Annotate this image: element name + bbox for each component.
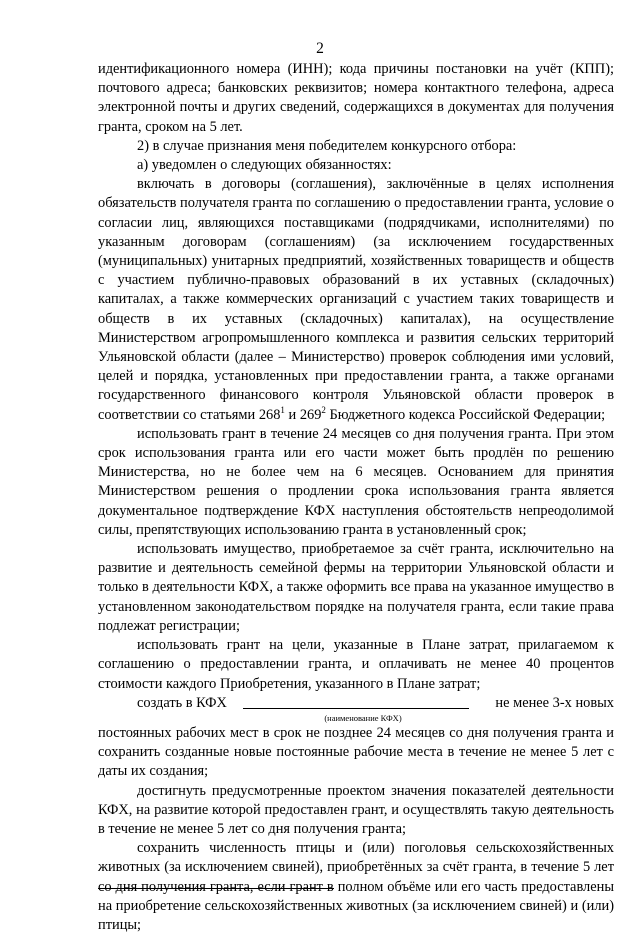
paragraph-contracts-condition: [98, 175, 614, 425]
kfx-name-blank[interactable]: [243, 708, 469, 709]
create-jobs-prefix: создать в КФХ: [137, 694, 227, 711]
paragraph-notified-duties: а) уведомлен о следующих обязанностях:: [137, 157, 392, 174]
paragraph-contracts-and: и 269: [284, 406, 322, 423]
paragraph-winner-case: 2) в случае признания меня победителем конкурсного отбора:: [137, 137, 517, 154]
create-jobs-suffix: не менее 3-х новых: [495, 694, 614, 711]
page-number: 2: [316, 40, 324, 57]
paragraph-cost-plan: использовать грант на цели, указанные в Плане затрат, прилагаемом к соглашению о предоставлении гранта, и оплачивать не менее 40 процентов стоимости каждого Приобретения, указанного в Плане затрат;: [98, 637, 614, 692]
paragraph-contracts-text: включать в договоры (соглашения), заключённые в целях исполнения обязательств получателя гранта по соглашению о предоставлении гранта, условие о согласии лиц, являющихся поставщиками (подрядчиками, исполнителями) по указанным договорам (соглашениям) (за исключением государственных (муниципальных) унитарных предприятий, хозяйственных товариществ и обществ с участием публично-правовых образований в их уставных (складочных) капиталах, а также коммерческих организаций с участием таких товариществ и обществ в их уставных (складочных) капиталах), на осуществление Министерством агропромышленного комплекса и развития сельских территорий Ульяновской области (далее – Министерство) проверок соблюдения ими условий, целей и порядка, установленных при предоставлении гранта, а также органами государственного финансового контроля Ульяновской области проверок в соответствии со статьями 268: [98, 176, 614, 423]
paragraph-use-property: использовать имущество, приобретаемое за счёт гранта, исключительно на развитие и деятельность семейной фермы на территории Ульяновской области и только в деятельности КФХ, а также оформить все права на указанное имущество в установленном законодательством порядке на получателя гранта, если такие права подлежат регистрации;: [98, 541, 614, 634]
paragraph-use-grant-24-months: использовать грант в течение 24 месяцев со дня получения гранта. При этом срок использования гранта или его части может быть продлён по решению Министерства, но не более чем на 6 месяцев. Основанием для принятия Министерством решения о продлении срока использования гранта является документальное подтверждение КФХ наступления обстоятельств непреодолимой силы, препятствующих использованию гранта в установленный срок;: [98, 425, 614, 538]
paragraph-indicators: достигнуть предусмотренные проектом значения показателей деятельности КФХ, на развитие которой предоставлен грант, и осуществлять такую деятельность в течение не менее 5 лет со дня получения гранта;: [98, 782, 614, 837]
kfx-name-caption: (наименование КФХ): [324, 712, 402, 723]
create-jobs-line: [98, 694, 614, 713]
paragraph-jobs-continuation: постоянных рабочих мест в срок не позднее 24 месяцев со дня получения гранта и сохранить созданные новые постоянные рабочие места в течение не менее 5 лет с даты их создания;: [98, 724, 614, 780]
paragraph-identification-data: идентификационного номера (ИНН); кода причины постановки на учёт (КПП); почтового адреса; банковских реквизитов; номера контактного телефона, адреса электронной почты и других сведений, содержащихся в документах для получения гранта, сроком на 5 лет.: [98, 61, 614, 135]
superscript-1: 1: [280, 404, 285, 415]
superscript-2: 2: [321, 404, 326, 415]
document-body: [98, 60, 614, 935]
footer-rule: [98, 888, 334, 889]
paragraph-livestock: сохранить численность птицы и (или) поголовья сельскохозяйственных животных (за исключением свиней), приобретённых за счёт гранта, в течение 5 лет со дня получения гранта, если грант в полном объёме или его часть предоставлены на приобретение сельскохозяйственных животных (за исключением свиней) и (или) птицы;: [98, 840, 614, 933]
paragraph-contracts-end: Бюджетного кодекса Российской Федерации;: [325, 406, 606, 423]
